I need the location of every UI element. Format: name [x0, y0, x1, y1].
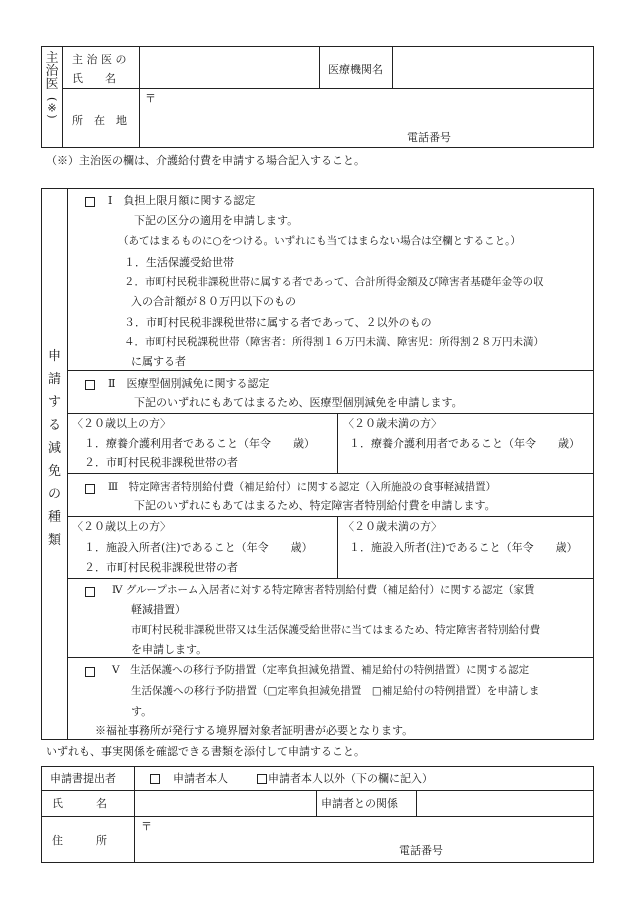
- institution-label: 医療機関名: [328, 63, 383, 76]
- submitter-postal-mark: 〒: [141, 820, 152, 833]
- section-2-left-item-2[interactable]: ２．市町村民税非課税世帯の者: [84, 456, 238, 469]
- section-3-title: Ⅲ 特定障害者特別給付費（補足給付）に関する認定（入所施設の食事軽減措置）: [108, 481, 497, 493]
- submitter-phone-label: 電話番号: [399, 844, 443, 857]
- section-5-note: ※福祉事務所が発行する境界層対象者証明書が必要となります。: [95, 724, 414, 737]
- submitter-address-label: 住 所: [52, 834, 107, 847]
- section-3-right-head: 〈２０歳未満の方〉: [343, 520, 442, 533]
- section-3-left-item-1[interactable]: １．施設入所者(注)であること（年令 歳）: [84, 541, 313, 554]
- section-5-checkbox[interactable]: [85, 667, 95, 677]
- submitter-name-label: 氏 名: [52, 797, 107, 810]
- section-5-line2: す。: [131, 705, 153, 718]
- section-1-item-4-cont: に属する者: [131, 355, 186, 368]
- section-3-checkbox[interactable]: [85, 484, 95, 494]
- submitter-name-field[interactable]: [136, 792, 314, 814]
- section-1-title: Ⅰ 負担上限月額に関する認定: [108, 194, 256, 207]
- section-2-title: Ⅱ 医療型個別減免に関する認定: [108, 377, 270, 390]
- physician-phone-label: 電話番号: [407, 131, 451, 144]
- section-4-line1: 市町村民税非課税世帯又は生活保護受給世帯に当てはまるため、特定障害者特別給付費: [131, 624, 541, 636]
- section-3-right-item-1[interactable]: １．施設入所者(注)であること（年令 歳）: [349, 541, 578, 554]
- section-3-line1: 下記のいずれにもあてはまるため、特定障害者特別給付費を申請します。: [134, 499, 496, 512]
- physician-section-label: 主 治 医 (※): [45, 51, 59, 119]
- section-4-title: Ⅳ グループホーム入居者に対する特定障害者特別給付費（補足給付）に関する認定（家賃: [112, 584, 535, 596]
- submitter-other-label: 申請者本人以外（下の欄に記入）: [268, 772, 433, 785]
- section-2-checkbox[interactable]: [85, 380, 95, 390]
- physician-note: （※）主治医の欄は、介護給付費を申請する場合記入すること。: [46, 154, 365, 167]
- submitter-self-label: 申請者本人: [173, 772, 228, 785]
- section-5-title: Ⅴ 生活保護への移行予防措置（定率負担減免措置、補足給付の特例措置）に関する認定: [112, 664, 530, 676]
- section-4-title-cont: 軽減措置）: [131, 603, 186, 616]
- section-1-item-4[interactable]: ４．市町村民税課税世帯（障害者：所得割１６万円未満、障害児：所得割２８万円未満）: [124, 336, 544, 348]
- section-3-left-head: 〈２０歳以上の方〉: [72, 520, 171, 533]
- section-1-line2: （あてはまるものに○をつける。いずれにも当てはまらない場合は空欄とすること。）: [118, 235, 521, 247]
- physician-name-label-2: 氏 名: [72, 72, 116, 85]
- section-2-line1: 下記のいずれにもあてはまるため、医療型個別減免を申請します。: [134, 396, 463, 409]
- section-1-item-1[interactable]: １．生活保護受給世帯: [124, 256, 234, 269]
- section-5-line1: 生活保護への移行予防措置（□定率負担減免措置 □補足給付の特例措置）を申請しま: [131, 685, 540, 697]
- section-2-right-item-1[interactable]: １．療養介護利用者であること（年令 歳）: [349, 437, 580, 450]
- section-3-left-item-2[interactable]: ２．市町村民税非課税世帯の者: [84, 561, 238, 574]
- submitter-address-field[interactable]: [136, 818, 591, 860]
- section-4-checkbox[interactable]: [85, 587, 95, 597]
- section-1-checkbox[interactable]: [85, 197, 95, 207]
- physician-name-field[interactable]: [141, 48, 317, 86]
- attach-note: いずれも、事実関係を確認できる書類を添付して申請すること。: [46, 745, 365, 758]
- physician-address-label: 所 在 地: [72, 114, 127, 127]
- section-4-line2: を申請します。: [131, 643, 208, 656]
- section-1-item-2-cont: 入の合計額が８０万円以下のもの: [131, 295, 296, 308]
- submitter-relation-label: 申請者との関係: [321, 797, 398, 810]
- institution-field[interactable]: [394, 48, 591, 86]
- physician-name-label: 主 治 医 の: [72, 53, 127, 66]
- section-2-left-item-1[interactable]: １．療養介護利用者であること（年令 歳）: [84, 437, 315, 450]
- submitter-relation-field[interactable]: [418, 792, 591, 814]
- section-1-line1: 下記の区分の適用を申請します。: [134, 214, 299, 227]
- section-2-left-head: 〈２０歳以上の方〉: [72, 417, 171, 430]
- submitter-other-checkbox[interactable]: [257, 774, 267, 784]
- physician-postal-mark: 〒: [145, 92, 156, 105]
- section-1-item-2[interactable]: ２．市町村民税非課税世帯に属する者であって、合計所得金額及び障害者基礎年金等の収: [124, 276, 544, 288]
- physician-address-field[interactable]: [141, 90, 591, 145]
- section-2-right-head: 〈２０歳未満の方〉: [343, 417, 442, 430]
- submitter-self-checkbox[interactable]: [150, 774, 160, 784]
- reduction-vertical-label: 申 請 す る 減 免 の 種 類: [47, 349, 61, 548]
- submitter-label: 申請書提出者: [50, 772, 116, 785]
- section-1-item-3[interactable]: ３．市町村民税非課税世帯に属する者であって、２以外のもの: [124, 316, 432, 329]
